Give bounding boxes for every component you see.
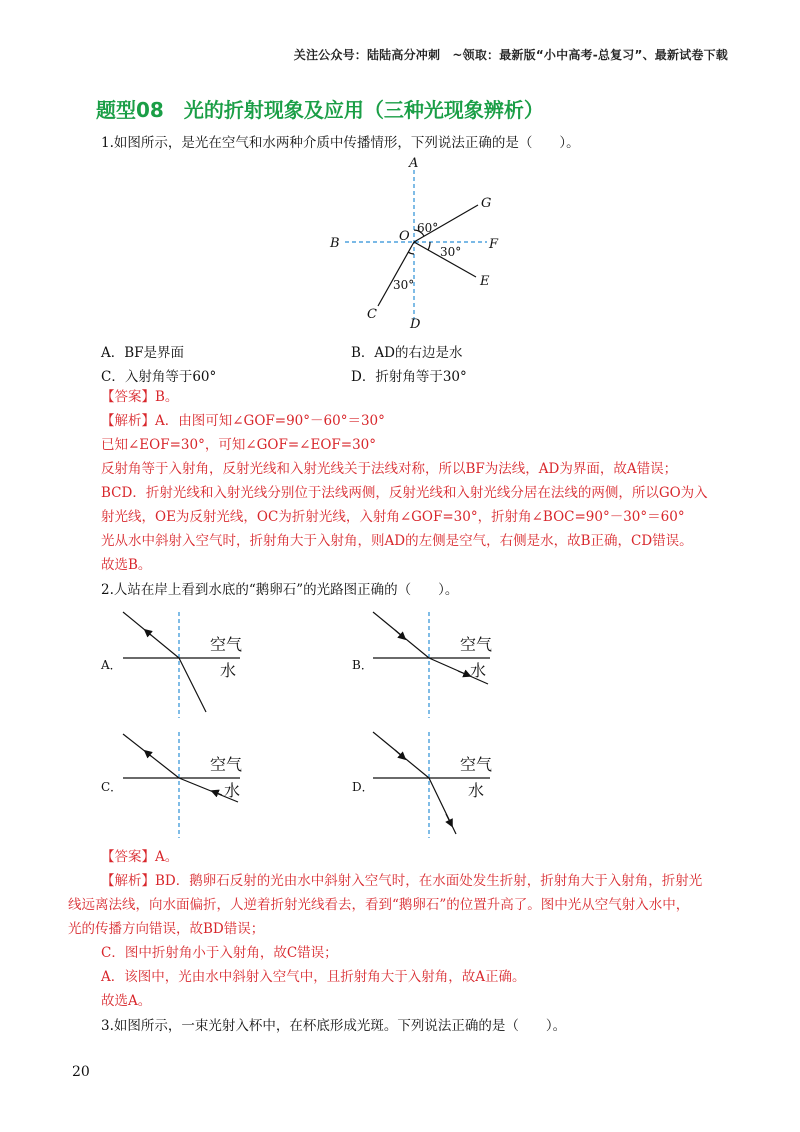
q2-diagram-d: [373, 732, 492, 838]
q2-analysis-line: C．图中折射角小于入射角，故C错误；: [101, 945, 338, 961]
q2-a-air: 空气: [210, 635, 243, 654]
q2-option-d-label: D．: [352, 780, 374, 794]
q2-diagram-b: [373, 612, 492, 718]
q1-analysis-line: 反射角等于入射角，反射光线和入射光线关于法线对称，所以BF为法线，AD为界面，故A错误；: [101, 461, 678, 477]
q1-label-E: E: [480, 274, 490, 289]
q1-option-b: B．AD的右边是水: [351, 345, 463, 361]
q2-analysis-line: 【解析】BD．鹅卵石反射的光由水中斜射入空气时，在水面处发生折射，折射角大于入射角，折射光: [101, 873, 703, 889]
q2-analysis-line: 故选A。: [101, 993, 152, 1009]
q1-analysis-line: 光从水中斜射入空气时，折射角大于入射角，则AD的左侧是空气，右侧是水，故B正确，CD错误。: [101, 533, 693, 549]
page-header: 关注公众号：陆陆高分冲刺 ~领取：最新版“小中高考-总复习”、最新试卷下载: [293, 48, 728, 62]
q1-analysis-line: 射光线，OE为反射光线，OC为折射光线，入射角∠GOF=30°，折射角∠BOC=90°－30°＝60°: [101, 509, 685, 525]
q3-stem: 3.如图所示，一束光射入杯中，在杯底形成光斑。下列说法正确的是（ ）。: [101, 1018, 567, 1034]
q1-label-F: F: [489, 237, 499, 252]
q2-stem: 2.人站在岸上看到水底的“鹅卵石”的光路图正确的（ ）。: [101, 582, 459, 598]
q1-analysis-line: BCD．折射光线和入射光线分别位于法线两侧，反射光线和入射光线分居在法线的两侧，所以GO为入: [101, 485, 708, 501]
page-number: 20: [72, 1064, 90, 1080]
q1-answer: 【答案】B。: [101, 389, 179, 405]
q2-b-water: 水: [470, 661, 487, 680]
q1-angle-60: 60°: [417, 221, 439, 235]
q1-label-G: G: [481, 196, 492, 211]
q1-analysis-line: 【解析】A．由图可知∠GOF=90°－60°＝30°: [101, 413, 385, 429]
q2-analysis-line: 光的传播方向错误，故BD错误；: [68, 921, 265, 937]
q1-label-C: C: [367, 307, 377, 322]
q2-option-b-label: B．: [352, 658, 373, 672]
section-title: 题型08 光的折射现象及应用（三种光现象辨析）: [96, 98, 544, 122]
q1-analysis-line: 已知∠EOF=30°，可知∠GOF=∠EOF=30°: [101, 437, 377, 453]
q2-diagram-a: [123, 612, 242, 718]
q2-d-air: 空气: [460, 755, 493, 774]
q1-label-D: D: [410, 317, 421, 332]
q2-c-air: 空气: [210, 755, 243, 774]
q2-d-water: 水: [468, 781, 485, 800]
q2-option-c-label: C．: [101, 780, 123, 794]
q2-analysis-line: 线远离法线，向水面偏折，人逆着折射光线看去，看到“鹅卵石”的位置升高了。图中光从空气射入水中，: [68, 897, 690, 913]
q2-option-a-label: A．: [101, 658, 122, 672]
q1-label-A: A: [409, 156, 419, 171]
q1-analysis-line: 故选B。: [101, 557, 152, 573]
q1-option-c: C．入射角等于60°: [101, 369, 217, 385]
q1-label-O: O: [399, 229, 410, 244]
q1-stem: 1.如图所示，是光在空气和水两种介质中传播情形，下列说法正确的是（ ）。: [101, 135, 580, 151]
q1-option-a: A．BF是界面: [101, 345, 185, 361]
q2-diagram-c: [123, 732, 242, 838]
q2-answer: 【答案】A。: [101, 849, 179, 865]
q1-angle-30-left: 30°: [393, 278, 415, 292]
q1-angle-30-right: 30°: [440, 245, 462, 259]
q2-c-water: 水: [224, 781, 241, 800]
q2-b-air: 空气: [460, 635, 493, 654]
q2-a-water: 水: [220, 661, 237, 680]
q2-analysis-line: A．该图中，光由水中斜射入空气中，且折射角大于入射角，故A正确。: [101, 969, 526, 985]
q1-label-B: B: [330, 236, 340, 251]
q1-option-d: D．折射角等于30°: [351, 369, 467, 385]
